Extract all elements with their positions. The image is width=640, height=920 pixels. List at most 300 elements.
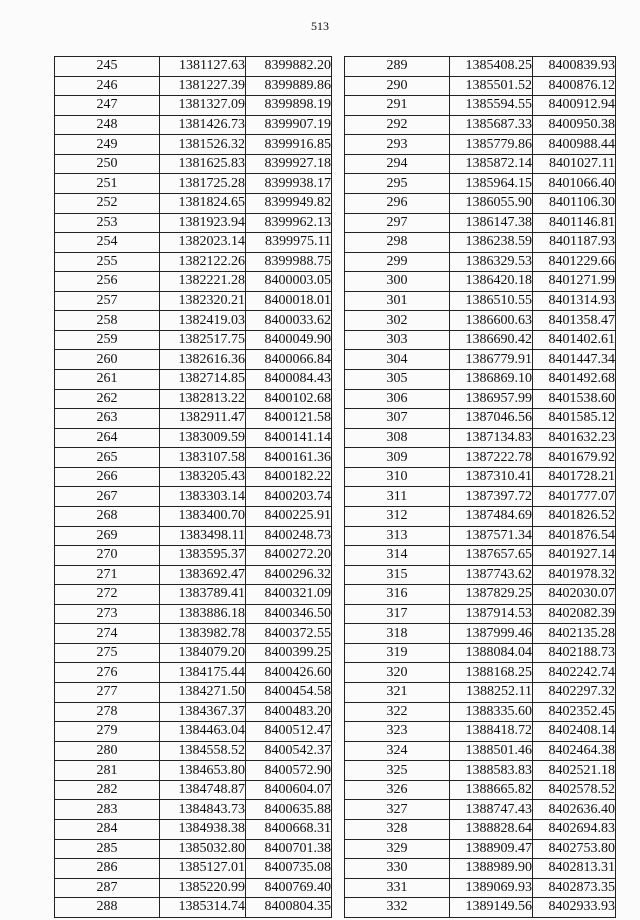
coordinate-y: 8402135.28	[533, 624, 616, 644]
table-row	[345, 624, 616, 644]
coordinate-x: 1387571.34	[450, 526, 533, 546]
table-row	[345, 761, 616, 781]
table-row	[55, 643, 332, 663]
point-number: 299	[345, 252, 450, 272]
coordinate-y: 8401978.32	[533, 565, 616, 585]
table-row	[345, 370, 616, 390]
coordinate-y: 8402464.38	[533, 741, 616, 761]
coordinate-y: 8400225.91	[246, 506, 332, 526]
table-row	[345, 213, 616, 233]
coordinate-y: 8400735.08	[246, 859, 332, 879]
coordinate-x: 1386147.38	[450, 213, 533, 233]
coordinate-y: 8399916.85	[246, 135, 332, 155]
coordinate-y: 8400399.25	[246, 643, 332, 663]
coordinate-x: 1382023.14	[160, 233, 246, 253]
point-number: 254	[55, 233, 160, 253]
page-number: 513	[311, 19, 329, 33]
table-row	[345, 800, 616, 820]
coordinate-x: 1384938.38	[160, 819, 246, 839]
coordinate-x: 1383205.43	[160, 467, 246, 487]
coordinate-x: 1386329.53	[450, 252, 533, 272]
point-number: 270	[55, 546, 160, 566]
table-row	[55, 683, 332, 703]
coordinate-x: 1387222.78	[450, 448, 533, 468]
table-row	[345, 898, 616, 918]
point-number: 320	[345, 663, 450, 683]
coordinate-y: 8400839.93	[533, 57, 616, 77]
coordinate-y: 8401229.66	[533, 252, 616, 272]
table-row	[55, 546, 332, 566]
point-number: 257	[55, 291, 160, 311]
coordinate-x: 1388501.46	[450, 741, 533, 761]
point-number: 253	[55, 213, 160, 233]
point-number: 275	[55, 643, 160, 663]
coordinate-x: 1387914.53	[450, 604, 533, 624]
table-row	[345, 467, 616, 487]
table-row	[345, 96, 616, 116]
coordinate-y: 8399962.13	[246, 213, 332, 233]
coordinate-x: 1383107.58	[160, 448, 246, 468]
point-number: 321	[345, 683, 450, 703]
point-number: 265	[55, 448, 160, 468]
point-number: 315	[345, 565, 450, 585]
coordinate-y: 8400084.43	[246, 370, 332, 390]
coordinate-y: 8401187.93	[533, 233, 616, 253]
point-number: 266	[55, 467, 160, 487]
point-number: 330	[345, 859, 450, 879]
table-row	[345, 115, 616, 135]
point-number: 301	[345, 291, 450, 311]
table-row	[345, 565, 616, 585]
table-row	[55, 76, 332, 96]
coordinate-x: 1388909.47	[450, 839, 533, 859]
coordinate-y: 8400572.90	[246, 761, 332, 781]
point-number: 291	[345, 96, 450, 116]
point-number: 250	[55, 154, 160, 174]
point-number: 306	[345, 389, 450, 409]
coordinate-x: 1385594.55	[450, 96, 533, 116]
coordinate-x: 1385872.14	[450, 154, 533, 174]
coordinate-y: 8400033.62	[246, 311, 332, 331]
coordinate-y: 8402521.18	[533, 761, 616, 781]
coordinate-x: 1381725.28	[160, 174, 246, 194]
table-row	[345, 702, 616, 722]
coordinate-x: 1386238.59	[450, 233, 533, 253]
point-number: 252	[55, 193, 160, 213]
coordinate-y: 8401632.23	[533, 428, 616, 448]
coordinate-x: 1382616.36	[160, 350, 246, 370]
table-row	[55, 604, 332, 624]
table-row	[55, 389, 332, 409]
coordinate-y: 8400161.36	[246, 448, 332, 468]
table-row	[345, 233, 616, 253]
coordinate-y: 8401027.11	[533, 154, 616, 174]
table-row	[55, 722, 332, 742]
coordinate-y: 8402873.35	[533, 878, 616, 898]
coordinate-x: 1385501.52	[450, 76, 533, 96]
point-number: 329	[345, 839, 450, 859]
coordinate-x: 1382813.22	[160, 389, 246, 409]
point-number: 263	[55, 409, 160, 429]
coordinate-y: 8400182.22	[246, 467, 332, 487]
point-number: 295	[345, 174, 450, 194]
coordinate-y: 8400512.47	[246, 722, 332, 742]
coordinate-y: 8401402.61	[533, 330, 616, 350]
table-row	[55, 135, 332, 155]
coordinate-x: 1385220.99	[160, 878, 246, 898]
coordinate-y: 8402753.80	[533, 839, 616, 859]
coordinate-y: 8401146.81	[533, 213, 616, 233]
point-number: 272	[55, 585, 160, 605]
coordinate-y: 8399938.17	[246, 174, 332, 194]
table-row	[55, 370, 332, 390]
coordinate-y: 8401271.99	[533, 272, 616, 292]
coordinate-y: 8399889.86	[246, 76, 332, 96]
coordinate-x: 1384843.73	[160, 800, 246, 820]
table-row	[345, 311, 616, 331]
coordinate-x: 1386690.42	[450, 330, 533, 350]
table-row	[345, 350, 616, 370]
coordinate-x: 1384558.52	[160, 741, 246, 761]
point-number: 298	[345, 233, 450, 253]
coordinate-y: 8399949.82	[246, 193, 332, 213]
point-number: 267	[55, 487, 160, 507]
point-number: 289	[345, 57, 450, 77]
coordinate-x: 1382419.03	[160, 311, 246, 331]
point-number: 247	[55, 96, 160, 116]
coordinate-x: 1384079.20	[160, 643, 246, 663]
coordinate-y: 8402352.45	[533, 702, 616, 722]
table-row	[345, 643, 616, 663]
coordinate-table-left	[54, 56, 332, 918]
point-number: 317	[345, 604, 450, 624]
coordinate-x: 1384463.04	[160, 722, 246, 742]
table-row	[345, 546, 616, 566]
point-number: 303	[345, 330, 450, 350]
coordinate-x: 1381526.32	[160, 135, 246, 155]
coordinate-x: 1387484.69	[450, 506, 533, 526]
coordinate-x: 1388335.60	[450, 702, 533, 722]
point-number: 308	[345, 428, 450, 448]
point-number: 261	[55, 370, 160, 390]
point-number: 332	[345, 898, 450, 918]
table-row	[345, 291, 616, 311]
coordinate-x: 1389149.56	[450, 898, 533, 918]
coordinate-y: 8401538.60	[533, 389, 616, 409]
point-number: 248	[55, 115, 160, 135]
coordinate-y: 8401447.34	[533, 350, 616, 370]
point-number: 269	[55, 526, 160, 546]
coordinate-y: 8401679.92	[533, 448, 616, 468]
point-number: 319	[345, 643, 450, 663]
coordinate-x: 1384748.87	[160, 780, 246, 800]
table-row	[345, 252, 616, 272]
point-number: 274	[55, 624, 160, 644]
point-number: 287	[55, 878, 160, 898]
table-row	[345, 57, 616, 77]
coordinate-x: 1388747.43	[450, 800, 533, 820]
table-row	[345, 409, 616, 429]
coordinate-y: 8400321.09	[246, 585, 332, 605]
point-number: 271	[55, 565, 160, 585]
table-row	[55, 761, 332, 781]
coordinate-x: 1382714.85	[160, 370, 246, 390]
point-number: 325	[345, 761, 450, 781]
table-row	[55, 428, 332, 448]
point-number: 302	[345, 311, 450, 331]
table-row	[55, 819, 332, 839]
coordinate-y: 8400003.05	[246, 272, 332, 292]
coordinate-x: 1385687.33	[450, 115, 533, 135]
coordinate-y: 8400988.44	[533, 135, 616, 155]
coordinate-x: 1387829.25	[450, 585, 533, 605]
coordinate-x: 1383595.37	[160, 546, 246, 566]
coordinate-x: 1384367.37	[160, 702, 246, 722]
table-row	[55, 565, 332, 585]
coordinate-y: 8400102.68	[246, 389, 332, 409]
table-row	[55, 800, 332, 820]
point-number: 312	[345, 506, 450, 526]
table-row	[55, 272, 332, 292]
table-row	[55, 859, 332, 879]
coordinate-x: 1383982.78	[160, 624, 246, 644]
coordinate-y: 8402933.93	[533, 898, 616, 918]
coordinate-y: 8399927.18	[246, 154, 332, 174]
point-number: 326	[345, 780, 450, 800]
table-row	[55, 252, 332, 272]
coordinate-y: 8401358.47	[533, 311, 616, 331]
point-number: 259	[55, 330, 160, 350]
coordinate-x: 1381327.09	[160, 96, 246, 116]
table-row	[345, 526, 616, 546]
table-row	[55, 702, 332, 722]
table-row	[345, 330, 616, 350]
coordinate-y: 8400668.31	[246, 819, 332, 839]
point-number: 273	[55, 604, 160, 624]
coordinate-y: 8400272.20	[246, 546, 332, 566]
coordinate-y: 8399898.19	[246, 96, 332, 116]
coordinate-x: 1383692.47	[160, 565, 246, 585]
point-number: 327	[345, 800, 450, 820]
table-row	[345, 663, 616, 683]
coordinate-y: 8401826.52	[533, 506, 616, 526]
point-number: 318	[345, 624, 450, 644]
coordinate-y: 8400203.74	[246, 487, 332, 507]
coordinate-y: 8402297.32	[533, 683, 616, 703]
coordinate-x: 1382221.28	[160, 272, 246, 292]
table-row	[345, 76, 616, 96]
table-row	[55, 585, 332, 605]
table-row	[55, 174, 332, 194]
table-row	[345, 193, 616, 213]
coordinate-x: 1387999.46	[450, 624, 533, 644]
coordinate-x: 1385779.86	[450, 135, 533, 155]
coordinate-x: 1388252.11	[450, 683, 533, 703]
coordinate-x: 1385408.25	[450, 57, 533, 77]
point-number: 258	[55, 311, 160, 331]
point-number: 290	[345, 76, 450, 96]
table-row	[55, 57, 332, 77]
coordinate-x: 1381625.83	[160, 154, 246, 174]
point-number: 279	[55, 722, 160, 742]
point-number: 283	[55, 800, 160, 820]
table-row	[345, 722, 616, 742]
coordinate-y: 8400542.37	[246, 741, 332, 761]
point-number: 281	[55, 761, 160, 781]
point-number: 286	[55, 859, 160, 879]
coordinate-y: 8400912.94	[533, 96, 616, 116]
coordinate-x: 1381923.94	[160, 213, 246, 233]
table-row	[55, 154, 332, 174]
table-row	[55, 839, 332, 859]
table-row	[55, 487, 332, 507]
coordinate-y: 8401492.68	[533, 370, 616, 390]
point-number: 264	[55, 428, 160, 448]
table-row	[345, 741, 616, 761]
table-row	[345, 135, 616, 155]
coordinate-x: 1382122.26	[160, 252, 246, 272]
point-number: 278	[55, 702, 160, 722]
table-row	[345, 819, 616, 839]
point-number: 276	[55, 663, 160, 683]
table-row	[345, 585, 616, 605]
point-number: 314	[345, 546, 450, 566]
point-number: 309	[345, 448, 450, 468]
coordinate-x: 1381127.63	[160, 57, 246, 77]
point-number: 296	[345, 193, 450, 213]
point-number: 331	[345, 878, 450, 898]
coordinate-x: 1387310.41	[450, 467, 533, 487]
table-row	[345, 859, 616, 879]
point-number: 322	[345, 702, 450, 722]
table-row	[345, 878, 616, 898]
coordinate-x: 1388168.25	[450, 663, 533, 683]
table-row	[55, 350, 332, 370]
coordinate-x: 1386957.99	[450, 389, 533, 409]
point-number: 245	[55, 57, 160, 77]
coordinate-y: 8400121.58	[246, 409, 332, 429]
coordinate-x: 1383789.41	[160, 585, 246, 605]
table-row	[55, 526, 332, 546]
coordinate-y: 8400346.50	[246, 604, 332, 624]
point-number: 305	[345, 370, 450, 390]
table-row	[55, 115, 332, 135]
table-row	[55, 878, 332, 898]
point-number: 294	[345, 154, 450, 174]
point-number: 260	[55, 350, 160, 370]
point-number: 246	[55, 76, 160, 96]
coordinate-x: 1386600.63	[450, 311, 533, 331]
table-row	[55, 624, 332, 644]
coordinate-y: 8401066.40	[533, 174, 616, 194]
coordinate-y: 8401106.30	[533, 193, 616, 213]
coordinate-y: 8402813.31	[533, 859, 616, 879]
coordinate-y: 8399975.11	[246, 233, 332, 253]
coordinate-x: 1387134.83	[450, 428, 533, 448]
coordinate-x: 1381426.73	[160, 115, 246, 135]
point-number: 307	[345, 409, 450, 429]
coordinate-y: 8401876.54	[533, 526, 616, 546]
coordinate-x: 1388084.04	[450, 643, 533, 663]
coordinate-x: 1381824.65	[160, 193, 246, 213]
point-number: 313	[345, 526, 450, 546]
coordinate-x: 1383009.59	[160, 428, 246, 448]
coordinate-x: 1388583.83	[450, 761, 533, 781]
coordinate-x: 1382517.75	[160, 330, 246, 350]
table-row	[55, 233, 332, 253]
point-number: 292	[345, 115, 450, 135]
point-number: 328	[345, 819, 450, 839]
coordinate-y: 8400066.84	[246, 350, 332, 370]
coordinate-x: 1386055.90	[450, 193, 533, 213]
point-number: 310	[345, 467, 450, 487]
coordinate-x: 1385964.15	[450, 174, 533, 194]
table-row	[345, 272, 616, 292]
point-number: 268	[55, 506, 160, 526]
coordinate-y: 8402188.73	[533, 643, 616, 663]
coordinate-x: 1386510.55	[450, 291, 533, 311]
coordinate-x: 1387743.62	[450, 565, 533, 585]
table-row	[345, 506, 616, 526]
coordinate-y: 8400248.73	[246, 526, 332, 546]
coordinate-y: 8400804.35	[246, 898, 332, 918]
coordinate-x: 1386779.91	[450, 350, 533, 370]
coordinate-y: 8402636.40	[533, 800, 616, 820]
coordinate-y: 8402082.39	[533, 604, 616, 624]
coordinate-y: 8399907.19	[246, 115, 332, 135]
coordinate-y: 8400018.01	[246, 291, 332, 311]
coordinate-y: 8402408.14	[533, 722, 616, 742]
coordinate-x: 1383400.70	[160, 506, 246, 526]
coordinate-x: 1385314.74	[160, 898, 246, 918]
coordinate-y: 8400372.55	[246, 624, 332, 644]
coordinate-x: 1388418.72	[450, 722, 533, 742]
coordinate-x: 1382320.21	[160, 291, 246, 311]
coordinate-y: 8402694.83	[533, 819, 616, 839]
coordinate-y: 8401777.07	[533, 487, 616, 507]
table-row	[55, 330, 332, 350]
table-row	[55, 663, 332, 683]
coordinate-x: 1388665.82	[450, 780, 533, 800]
coordinate-x: 1384175.44	[160, 663, 246, 683]
coordinate-y: 8400950.38	[533, 115, 616, 135]
point-number: 277	[55, 683, 160, 703]
coordinate-x: 1382911.47	[160, 409, 246, 429]
table-row	[345, 780, 616, 800]
coordinate-x: 1384271.50	[160, 683, 246, 703]
coordinate-y: 8402578.52	[533, 780, 616, 800]
coordinate-x: 1383886.18	[160, 604, 246, 624]
coordinate-x: 1388989.90	[450, 859, 533, 879]
table-row	[345, 428, 616, 448]
coordinate-y: 8400141.14	[246, 428, 332, 448]
coordinate-y: 8400483.20	[246, 702, 332, 722]
point-number: 323	[345, 722, 450, 742]
coordinate-x: 1387046.56	[450, 409, 533, 429]
coordinate-y: 8400604.07	[246, 780, 332, 800]
point-number: 304	[345, 350, 450, 370]
coordinate-y: 8401585.12	[533, 409, 616, 429]
point-number: 284	[55, 819, 160, 839]
point-number: 280	[55, 741, 160, 761]
coordinate-x: 1384653.80	[160, 761, 246, 781]
table-row	[55, 506, 332, 526]
coordinate-y: 8400876.12	[533, 76, 616, 96]
point-number: 285	[55, 839, 160, 859]
coordinate-x: 1387397.72	[450, 487, 533, 507]
table-row	[55, 409, 332, 429]
point-number: 251	[55, 174, 160, 194]
